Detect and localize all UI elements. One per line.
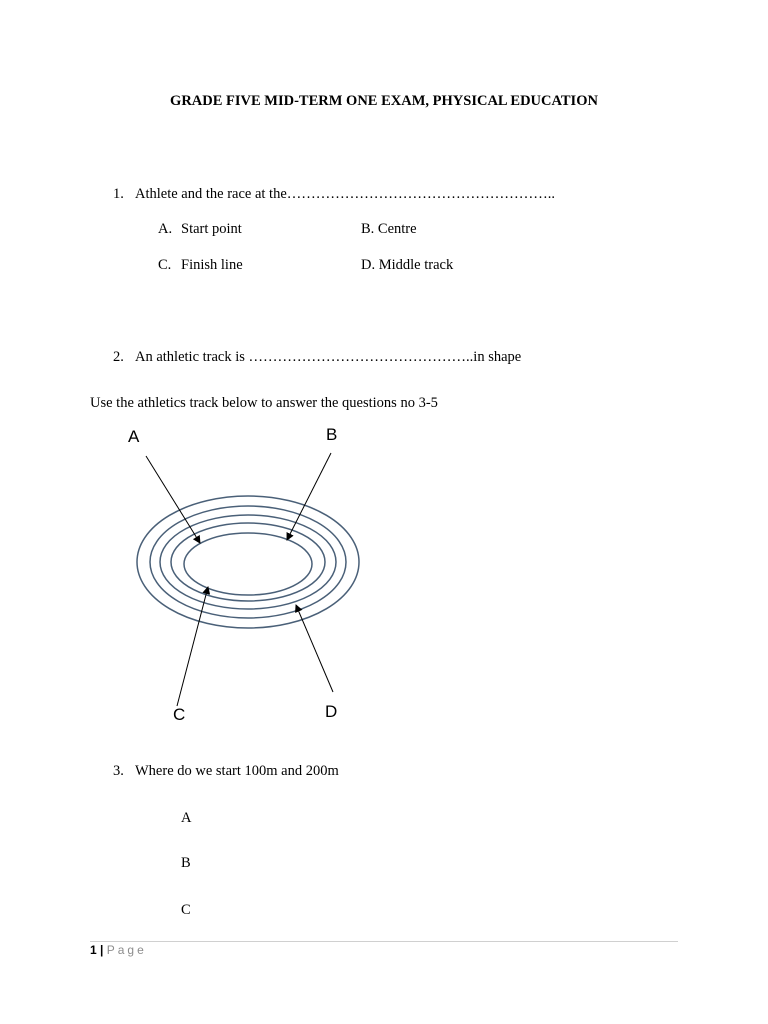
q2-number: 2. (113, 349, 124, 365)
instruction-text: Use the athletics track below to answer the questions no 3-5 (90, 395, 438, 411)
arrow-c (177, 587, 208, 706)
q2-text: An athletic track is ………………………………………..in shape (135, 349, 522, 365)
footer-page-number: 1 (90, 943, 97, 957)
q1-option-a-letter: A. (158, 221, 173, 237)
page-footer (90, 943, 147, 957)
footer-separator: | (100, 943, 104, 957)
diagram-label-c: C (173, 705, 186, 724)
track-lane-inner (184, 533, 312, 595)
q1-text: Athlete and the race at the……………………………………………….. (135, 186, 556, 202)
arrow-d (296, 605, 333, 692)
diagram-label-b: B (326, 425, 338, 444)
q1-number: 1. (113, 186, 124, 202)
q3-option-c: C (181, 902, 191, 918)
q1-option-c-text: Finish line (181, 257, 243, 273)
exam-title: GRADE FIVE MID-TERM ONE EXAM, PHYSICAL EDUCATION (170, 93, 598, 109)
diagram-label-a: A (128, 427, 140, 446)
arrow-a (146, 456, 200, 543)
q1-option-c-letter: C. (158, 257, 172, 273)
footer-page-word: Page (106, 943, 147, 957)
q3-text: Where do we start 100m and 200m (135, 763, 339, 779)
q3-number: 3. (113, 763, 124, 779)
q3-option-a: A (181, 810, 192, 826)
diagram-label-d: D (325, 702, 338, 721)
q1-option-a-text: Start point (181, 221, 242, 237)
q1-option-d-text: D. Middle track (361, 257, 454, 273)
q3-option-b: B (181, 855, 191, 871)
q1-option-b-text: B. Centre (361, 221, 417, 237)
track-lane-4 (171, 523, 325, 601)
footer-divider (90, 941, 678, 942)
